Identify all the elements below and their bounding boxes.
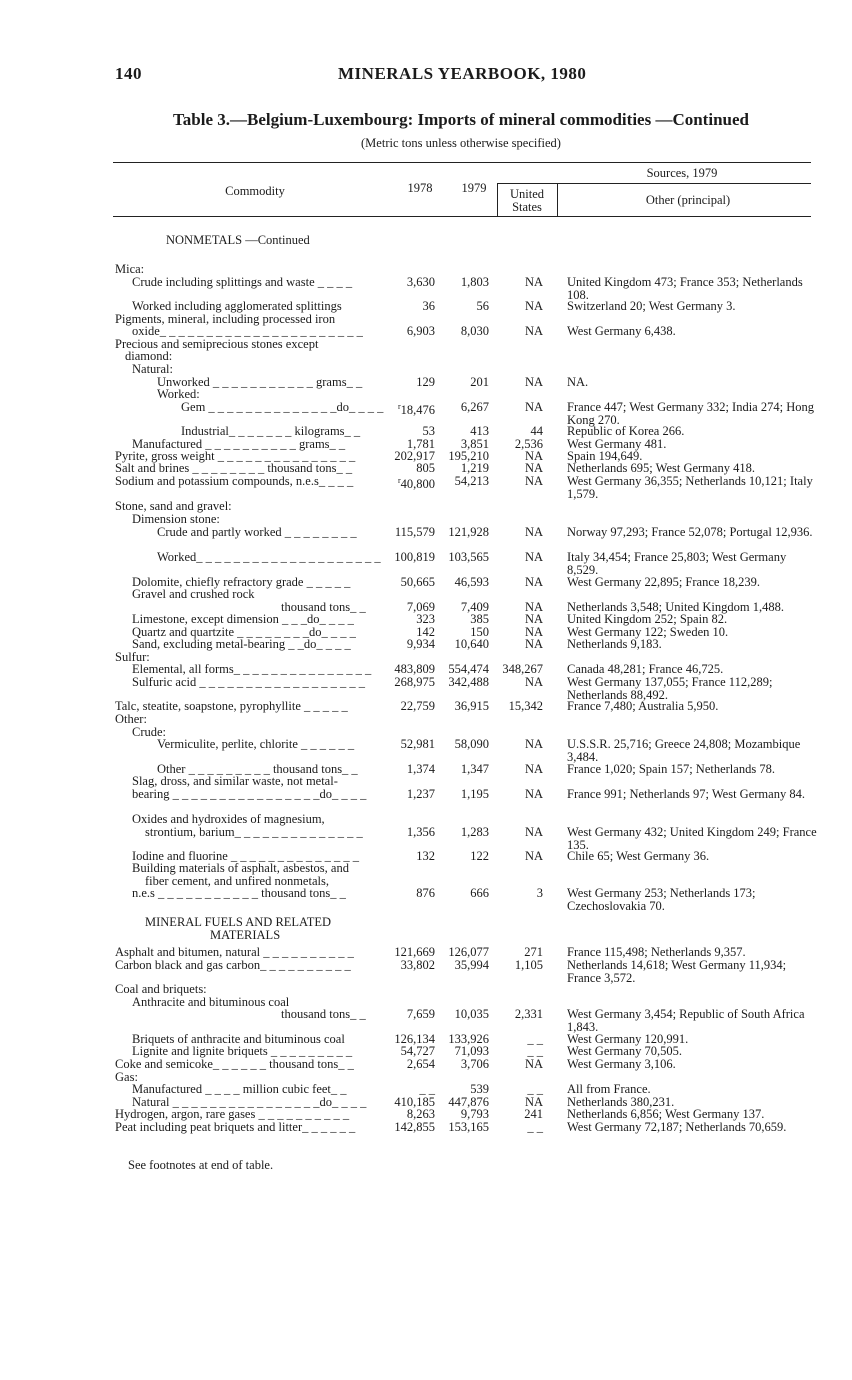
other-sources: France 115,498; Netherlands 9,357. xyxy=(567,945,746,959)
value-1978: 142,855 xyxy=(394,1120,435,1134)
other-sources: Netherlands 9,183. xyxy=(567,637,662,651)
value-united-states: 44 xyxy=(530,424,543,438)
value-1979: 121,928 xyxy=(448,525,489,539)
value-1978: 33,802 xyxy=(400,958,435,972)
commodity-label: Crude including splittings and waste _ _ _ _ xyxy=(132,275,353,289)
running-title: MINERALS YEARBOOK, 1980 xyxy=(338,64,587,83)
header-us-line1: United xyxy=(509,187,545,201)
value-1978: 3,630 xyxy=(406,275,435,289)
other-sources: West Germany 72,187; Netherlands 70,659. xyxy=(567,1120,787,1134)
value-1979: 58,090 xyxy=(454,737,489,751)
commodity-label: thousand tons_ _ xyxy=(281,600,366,614)
value-1978: 129 xyxy=(416,375,435,389)
value-1979: 201 xyxy=(470,375,489,389)
commodity-label: oxide_ _ _ _ _ _ _ _ _ _ _ _ _ _ _ _ _ _ _ _ _ _ xyxy=(132,324,363,338)
commodity-label: Natural: xyxy=(132,362,173,376)
value-united-states: NA xyxy=(524,400,543,414)
header-1979: 1979 xyxy=(461,181,487,195)
value-1978: 54,727 xyxy=(400,1044,435,1058)
other-sources: Netherlands 3,548; United Kingdom 1,488. xyxy=(567,600,784,614)
section-nonmetals: NONMETALS —Continued xyxy=(166,233,310,247)
other-sources: U.S.S.R. 25,716; Greece 24,808; Mozambique 3,484. xyxy=(567,737,801,764)
value-1978: $^r$40,800 xyxy=(397,476,435,492)
commodity-label: Precious and semiprecious stones except xyxy=(115,337,319,351)
commodity-label: Manufactured _ _ _ _ million cubic feet_ _ xyxy=(132,1082,347,1096)
value-1979: 10,640 xyxy=(454,637,489,651)
other-column-divider xyxy=(557,183,558,216)
header-bottom-rule xyxy=(113,216,811,217)
value-united-states: NA xyxy=(524,1095,543,1109)
other-sources: West Germany 3,106. xyxy=(567,1057,676,1071)
commodity-label: Unworked _ _ _ _ _ _ _ _ _ _ _ grams_ _ xyxy=(157,375,363,389)
value-united-states: NA xyxy=(524,299,543,313)
commodity-label: Oxides and hydroxides of magnesium, xyxy=(132,812,325,826)
value-1978: 36 xyxy=(422,299,435,313)
other-sources: France 1,020; Spain 157; Netherlands 78. xyxy=(567,762,775,776)
commodity-label: Industrial_ _ _ _ _ _ _ kilograms_ _ xyxy=(181,424,361,438)
value-1978: 132 xyxy=(416,849,435,863)
other-sources: West Germany 22,895; France 18,239. xyxy=(567,575,761,589)
value-united-states: 2,331 xyxy=(514,1007,543,1021)
value-united-states: NA xyxy=(524,550,543,564)
commodity-label: Other _ _ _ _ _ _ _ _ _ thousand tons_ _ xyxy=(157,762,358,776)
other-sources: Canada 48,281; France 46,725. xyxy=(567,662,724,676)
commodity-label: thousand tons_ _ xyxy=(281,1007,366,1021)
value-1979: 8,030 xyxy=(460,324,489,338)
value-united-states: NA xyxy=(524,762,543,776)
table-subtitle: (Metric tons unless otherwise specified) xyxy=(361,136,561,150)
commodity-label: Crude: xyxy=(132,725,167,739)
value-1979: 150 xyxy=(470,625,489,639)
value-1978: _ _ xyxy=(419,1082,435,1096)
header-other: Other (principal) xyxy=(645,193,731,207)
commodity-label: Mica: xyxy=(115,262,145,276)
commodity-label: Gas: xyxy=(115,1070,138,1084)
value-1978: 22,759 xyxy=(400,699,435,713)
value-1978: 323 xyxy=(416,612,435,626)
commodity-label: Briquets of anthracite and bituminous coal xyxy=(132,1032,345,1046)
value-1978: 8,263 xyxy=(406,1107,435,1121)
value-1979: 1,347 xyxy=(460,762,489,776)
commodity-label: fiber cement, and unfired nonmetals, xyxy=(145,874,329,888)
other-sources: France 991; Netherlands 97; West Germany 84. xyxy=(567,787,805,801)
other-sources: West Germany 481. xyxy=(567,437,667,451)
section-fuels-line1: MINERAL FUELS AND RELATED xyxy=(145,915,331,929)
value-1979: 1,803 xyxy=(460,275,489,289)
value-united-states: NA xyxy=(524,275,543,289)
value-united-states: _ _ xyxy=(527,1082,543,1096)
commodity-label: Anthracite and bituminous coal xyxy=(132,995,290,1009)
commodity-label: Hydrogen, argon, rare gases _ _ _ _ _ _ _ _ _ _ xyxy=(115,1107,350,1121)
value-1978: 53 xyxy=(422,424,435,438)
table-title: Table 3.—Belgium-Luxembourg: Imports of mineral commodities —Continued xyxy=(173,110,749,129)
value-united-states: 3 xyxy=(536,886,543,900)
other-sources: Republic of Korea 266. xyxy=(567,424,685,438)
commodity-label: Iodine and fluorine _ _ _ _ _ _ _ _ _ _ _ _ _ _ xyxy=(132,849,360,863)
other-sources: West Germany 6,438. xyxy=(567,324,676,338)
section-fuels-line2: MATERIALS xyxy=(210,928,281,942)
value-united-states: NA xyxy=(524,612,543,626)
commodity-label: Pigments, mineral, including processed iron xyxy=(115,312,336,326)
header-commodity: Commodity xyxy=(225,184,285,198)
value-1979: 342,488 xyxy=(448,675,489,689)
sources-rule xyxy=(497,183,811,184)
other-sources: West Germany 122; Sweden 10. xyxy=(567,625,729,639)
value-1978: 1,237 xyxy=(406,787,435,801)
value-united-states: 15,342 xyxy=(508,699,543,713)
value-united-states: NA xyxy=(524,525,543,539)
commodity-label: Asphalt and bitumen, natural _ _ _ _ _ _ _ _ _ _ xyxy=(115,945,354,959)
value-1979: 10,035 xyxy=(454,1007,489,1021)
value-united-states: _ _ xyxy=(527,1032,543,1046)
other-sources: France 7,480; Australia 5,950. xyxy=(567,699,719,713)
commodity-label: Slag, dross, and similar waste, not metal- xyxy=(132,774,338,788)
value-1978: 7,659 xyxy=(406,1007,435,1021)
header-us-line2: States xyxy=(512,200,542,214)
value-1978: 410,185 xyxy=(394,1095,435,1109)
value-1979: 71,093 xyxy=(454,1044,489,1058)
other-sources: Chile 65; West Germany 36. xyxy=(567,849,710,863)
other-sources: West Germany 36,355; Netherlands 10,121; Italy 1,579. xyxy=(567,474,813,501)
other-sources: Netherlands 14,618; West Germany 11,934; France 3,572. xyxy=(567,958,787,985)
top-rule xyxy=(113,162,811,163)
value-1978: 202,917 xyxy=(394,449,435,463)
other-sources: Italy 34,454; France 25,803; West Germany 8,529. xyxy=(567,550,787,577)
value-united-states: 2,536 xyxy=(514,437,543,451)
value-united-states: NA xyxy=(524,461,543,475)
commodity-label: Stone, sand and gravel: xyxy=(115,499,232,513)
commodity-label: Limestone, except dimension _ _ _do_ _ _ _ xyxy=(132,612,354,626)
value-united-states: NA xyxy=(524,787,543,801)
value-1979: 126,077 xyxy=(448,945,489,959)
value-1979: 133,926 xyxy=(448,1032,489,1046)
page-number: 140 xyxy=(115,64,142,83)
other-sources: Netherlands 695; West Germany 418. xyxy=(567,461,755,475)
other-sources: United Kingdom 473; France 353; Netherlands 108. xyxy=(567,275,803,302)
commodity-label: Sulfur: xyxy=(115,650,150,664)
commodity-label: Dimension stone: xyxy=(132,512,220,526)
commodity-label: Talc, steatite, soapstone, pyrophyllite _ _ _ _ _ xyxy=(115,699,348,713)
value-1978: 1,374 xyxy=(406,762,435,776)
value-1979: 6,267 xyxy=(460,400,489,414)
value-1979: 385 xyxy=(470,612,489,626)
other-sources: West Germany 3,454; Republic of South Africa 1,843. xyxy=(567,1007,805,1034)
footnote: See footnotes at end of table. xyxy=(128,1158,274,1172)
value-1979: 413 xyxy=(470,424,489,438)
commodity-label: Lignite and lignite briquets _ _ _ _ _ _ _ _ _ xyxy=(132,1044,353,1058)
commodity-label: Natural _ _ _ _ _ _ _ _ _ _ _ _ _ _ _ _do_ _ _ _ xyxy=(132,1095,367,1109)
commodity-label: n.e.s _ _ _ _ _ _ _ _ _ _ _ thousand tons_ _ xyxy=(132,886,346,900)
value-1979: 122 xyxy=(470,849,489,863)
other-sources: France 447; West Germany 332; India 274; Hong Kong 270. xyxy=(567,400,814,427)
commodity-label: Worked_ _ _ _ _ _ _ _ _ _ _ _ _ _ _ _ _ _ _ _ xyxy=(157,550,381,564)
value-united-states: _ _ xyxy=(527,1044,543,1058)
value-united-states: NA xyxy=(524,474,543,488)
commodity-label: Sodium and potassium compounds, n.e.s_ _ _ _ xyxy=(115,474,354,488)
other-sources: Spain 194,649. xyxy=(567,449,643,463)
commodity-label: Manufactured _ _ _ _ _ _ _ _ _ _ grams_ _ xyxy=(132,437,346,451)
value-1978: 7,069 xyxy=(406,600,435,614)
commodity-label: Other: xyxy=(115,712,147,726)
commodity-label: Worked: xyxy=(157,387,200,401)
value-united-states: NA xyxy=(524,637,543,651)
value-1978: 1,356 xyxy=(406,825,435,839)
value-united-states: 271 xyxy=(524,945,543,959)
value-1979: 447,876 xyxy=(448,1095,489,1109)
header-sources: Sources, 1979 xyxy=(646,166,718,180)
other-sources: Netherlands 6,856; West Germany 137. xyxy=(567,1107,765,1121)
commodity-label: Coke and semicoke_ _ _ _ _ _ thousand tons_ _ xyxy=(115,1057,354,1071)
value-1978: 50,665 xyxy=(400,575,435,589)
value-united-states: NA xyxy=(524,849,543,863)
value-1979: 554,474 xyxy=(448,662,489,676)
commodity-label: strontium, barium_ _ _ _ _ _ _ _ _ _ _ _ _ _ xyxy=(145,825,363,839)
value-1978: 6,903 xyxy=(406,324,435,338)
other-sources: NA. xyxy=(567,375,589,389)
value-1978: 126,134 xyxy=(394,1032,435,1046)
value-1978: 483,809 xyxy=(394,662,435,676)
value-1979: 103,565 xyxy=(448,550,489,564)
other-sources: All from France. xyxy=(567,1082,651,1096)
value-1979: 54,213 xyxy=(454,474,489,488)
commodity-label: Elemental, all forms_ _ _ _ _ _ _ _ _ _ _ _ _ _ _ xyxy=(132,662,372,676)
value-1979: 3,851 xyxy=(460,437,489,451)
value-united-states: NA xyxy=(524,737,543,751)
value-1979: 56 xyxy=(476,299,489,313)
other-sources: Norway 97,293; France 52,078; Portugal 12,936. xyxy=(567,525,813,539)
value-united-states: NA xyxy=(524,825,543,839)
value-united-states: 348,267 xyxy=(502,662,543,676)
value-1978: 268,975 xyxy=(394,675,435,689)
commodity-label: Vermiculite, perlite, chlorite _ _ _ _ _ _ xyxy=(157,737,355,751)
value-1979: 1,195 xyxy=(460,787,489,801)
value-1978: 142 xyxy=(416,625,435,639)
value-1978: 876 xyxy=(416,886,435,900)
value-1978: 52,981 xyxy=(400,737,435,751)
commodity-label: Gravel and crushed rock xyxy=(132,587,255,601)
value-united-states: NA xyxy=(524,675,543,689)
value-1978: 1,781 xyxy=(406,437,435,451)
header-1978: 1978 xyxy=(407,181,433,195)
commodity-label: bearing _ _ _ _ _ _ _ _ _ _ _ _ _ _ _ _do_ _ _ _ xyxy=(132,787,367,801)
value-1978: 100,819 xyxy=(394,550,435,564)
commodity-label: Peat including peat briquets and litter_ _ _ _ _ _ xyxy=(115,1120,356,1134)
value-1978: 805 xyxy=(416,461,435,475)
value-united-states: NA xyxy=(524,324,543,338)
value-united-states: _ _ xyxy=(527,1120,543,1134)
value-united-states: NA xyxy=(524,600,543,614)
value-1978: 2,654 xyxy=(406,1057,435,1071)
other-sources: West Germany 137,055; France 112,289; Netherlands 88,492. xyxy=(567,675,773,702)
commodity-label: Dolomite, chiefly refractory grade _ _ _ _ _ xyxy=(132,575,351,589)
value-1979: 666 xyxy=(470,886,489,900)
value-1979: 153,165 xyxy=(448,1120,489,1134)
commodity-label: Sulfuric acid _ _ _ _ _ _ _ _ _ _ _ _ _ _ _ _ _ _ xyxy=(132,675,365,689)
value-1978: 121,669 xyxy=(394,945,435,959)
value-1979: 539 xyxy=(470,1082,489,1096)
value-united-states: NA xyxy=(524,575,543,589)
value-1979: 36,915 xyxy=(454,699,489,713)
value-1978: 9,934 xyxy=(406,637,435,651)
commodity-label: Crude and partly worked _ _ _ _ _ _ _ _ xyxy=(157,525,357,539)
other-sources: West Germany 253; Netherlands 173; Czechoslovakia 70. xyxy=(567,886,756,913)
value-1979: 7,409 xyxy=(460,600,489,614)
commodity-label: Sand, excluding metal-bearing _ _do_ _ _ _ xyxy=(132,637,351,651)
commodity-label: Worked including agglomerated splittings xyxy=(132,299,342,313)
other-sources: West Germany 120,991. xyxy=(567,1032,689,1046)
value-1978: $^r$18,476 xyxy=(397,402,435,418)
commodity-label: Salt and brines _ _ _ _ _ _ _ _ thousand tons_ _ xyxy=(115,461,353,475)
value-1979: 9,793 xyxy=(460,1107,489,1121)
value-united-states: 241 xyxy=(524,1107,543,1121)
other-sources: West Germany 432; United Kingdom 249; France 135. xyxy=(567,825,817,852)
other-sources: Netherlands 380,231. xyxy=(567,1095,675,1109)
value-1979: 195,210 xyxy=(448,449,489,463)
value-1979: 1,283 xyxy=(460,825,489,839)
value-1979: 1,219 xyxy=(460,461,489,475)
other-sources: United Kingdom 252; Spain 82. xyxy=(567,612,728,626)
commodity-label: Building materials of asphalt, asbestos, and xyxy=(132,861,349,875)
other-sources: Switzerland 20; West Germany 3. xyxy=(567,299,736,313)
value-1979: 35,994 xyxy=(454,958,489,972)
commodity-label: Coal and briquets: xyxy=(115,982,207,996)
other-sources: West Germany 70,505. xyxy=(567,1044,682,1058)
value-1978: 115,579 xyxy=(394,525,435,539)
value-united-states: NA xyxy=(524,625,543,639)
commodity-label: Carbon black and gas carbon_ _ _ _ _ _ _ _ _ _ xyxy=(115,958,351,972)
commodity-label: Quartz and quartzite _ _ _ _ _ _ _ _do_ _ _ _ xyxy=(132,625,356,639)
value-united-states: NA xyxy=(524,449,543,463)
commodity-label: Gem _ _ _ _ _ _ _ _ _ _ _ _ _ _do_ _ _ _ xyxy=(181,400,384,414)
value-united-states: NA xyxy=(524,1057,543,1071)
commodity-label: diamond: xyxy=(125,349,173,363)
value-1979: 3,706 xyxy=(460,1057,489,1071)
value-united-states: 1,105 xyxy=(514,958,543,972)
value-united-states: NA xyxy=(524,375,543,389)
value-1979: 46,593 xyxy=(454,575,489,589)
commodity-label: Pyrite, gross weight _ _ _ _ _ _ _ _ _ _ _ _ _ _ _ xyxy=(115,449,356,463)
